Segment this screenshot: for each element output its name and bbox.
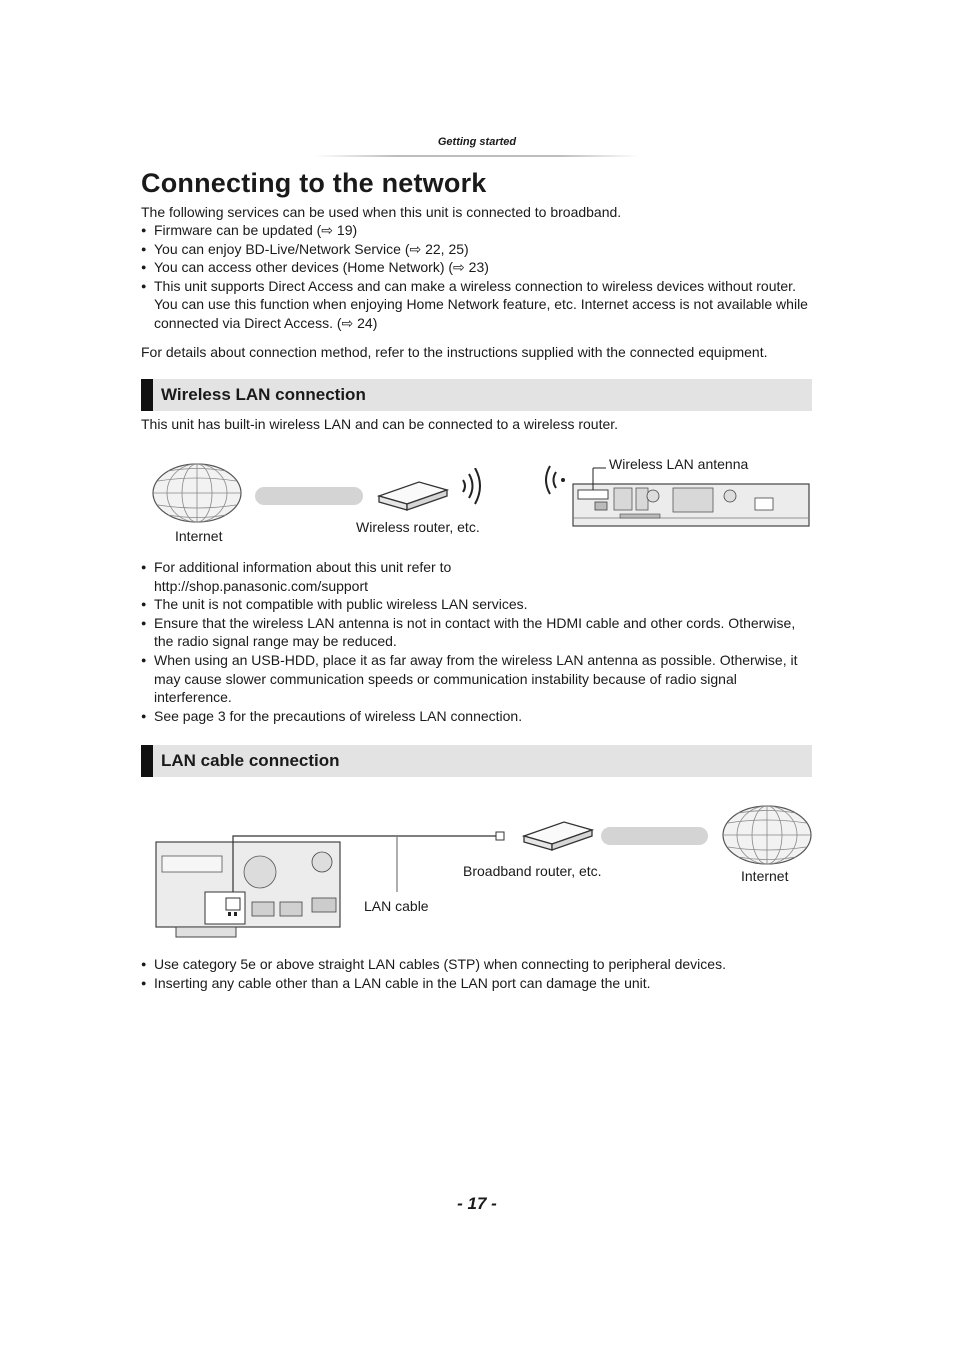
heading-accent	[141, 379, 153, 411]
wireless-notes	[141, 558, 813, 725]
list-item: ● For additional information about this unit refer to http://shop.panasonic.com/support	[141, 558, 484, 595]
list-item: ● When using an USB-HDD, place it as far away from the wireless LAN antenna as possible. Otherwise, it may cause slower communication speeds or communication instability because of radio signal interference.	[141, 651, 813, 707]
list-item: ● Ensure that the wireless LAN antenna is not in contact with the HDMI cable and other cords. Otherwise, the radio signal range may be reduced.	[141, 614, 813, 651]
connection-link	[601, 827, 708, 845]
wireless-heading-bar	[141, 379, 812, 411]
lan-cable-label: LAN cable	[364, 898, 429, 914]
wireless-router-label: Wireless router, etc.	[356, 519, 480, 535]
list-item: ● Use category 5e or above straight LAN cables (STP) when connecting to peripheral devices.	[141, 955, 813, 974]
heading-accent	[141, 745, 153, 777]
lan-heading-bar	[141, 745, 812, 777]
wireless-heading: Wireless LAN connection	[161, 385, 366, 404]
wireless-intro: This unit has built-in wireless LAN and can be connected to a wireless router.	[141, 416, 619, 432]
unit-lan-panel	[150, 800, 510, 940]
intro-text: The following services can be used when this unit is connected to broadband.	[141, 204, 622, 220]
broadband-router-icon	[520, 816, 600, 856]
globe-icon	[150, 455, 245, 530]
header-divider	[315, 155, 640, 157]
globe-icon	[720, 800, 815, 870]
internet-label: Internet	[741, 868, 789, 884]
lan-notes	[141, 955, 813, 992]
list-item: ● See page 3 for the precautions of wireless LAN connection.	[141, 707, 813, 726]
lan-heading: LAN cable connection	[161, 751, 340, 770]
list-item: ● This unit supports Direct Access and can make a wireless connection to wireless devices without router. You can use this function when enjoying Home Network feature, etc. Internet access is not available while connected via Direct Access. (⇨ 24)	[141, 277, 809, 333]
list-item: ● Inserting any cable other than a LAN cable in the LAN port can damage the unit.	[141, 974, 813, 993]
antenna-label: Wireless LAN antenna	[609, 456, 749, 472]
list-item: ● The unit is not compatible with public wireless LAN services.	[141, 595, 813, 614]
section-tag: Getting started	[437, 136, 517, 148]
wireless-router-icon	[375, 468, 490, 516]
services-list	[141, 221, 809, 333]
page-title: Connecting to the network	[141, 168, 487, 198]
page-number: - 17 -	[457, 1194, 497, 1213]
list-item: ● You can access other devices (Home Network) (⇨ 23)	[141, 258, 809, 277]
list-item: ● Firmware can be updated (⇨ 19)	[141, 221, 809, 240]
connection-link	[255, 487, 363, 505]
list-item: ● You can enjoy BD-Live/Network Service (⇨ 22, 25)	[141, 240, 809, 259]
details-text: For details about connection method, refer to the instructions supplied with the connected equipment.	[141, 344, 768, 360]
internet-label: Internet	[175, 528, 223, 544]
broadband-router-label: Broadband router, etc.	[463, 863, 602, 879]
